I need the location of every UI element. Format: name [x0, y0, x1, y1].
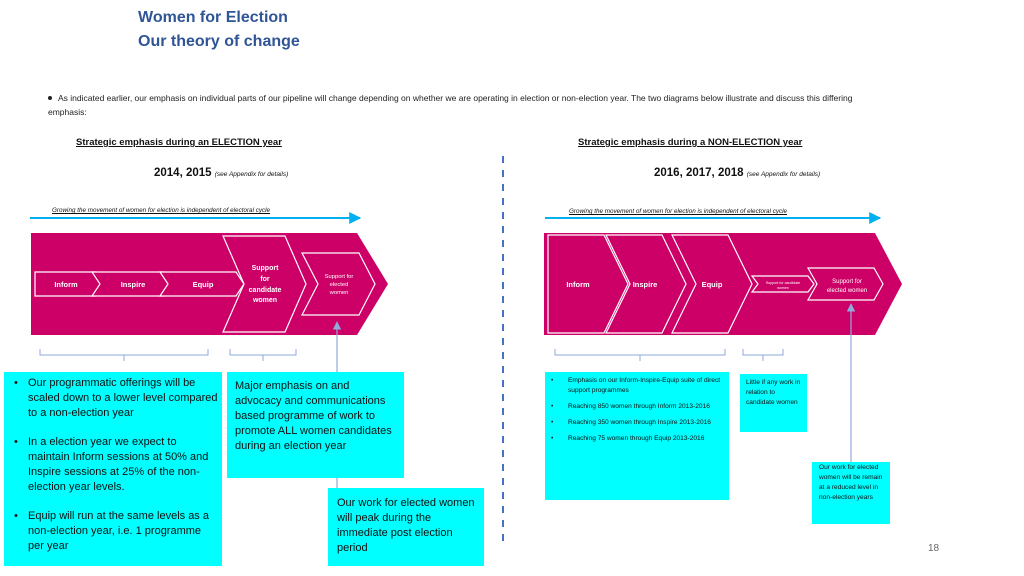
nonelection-support-elected-l1: Support for	[832, 279, 862, 285]
bullet-icon: •	[551, 435, 554, 442]
intro-text: As indicated earlier, our emphasis on individual parts of our pipeline will change depending on whether we are operating in election or non-election year. The two diagrams below illustrate and discuss this differing emphasis:	[48, 93, 853, 117]
election-support-elected-l2: elected	[329, 282, 349, 288]
nonelection-brace-programmes	[555, 349, 725, 361]
election-inspire-label: Inspire	[120, 280, 146, 289]
nonelection-equip-label: Equip	[701, 280, 723, 289]
election-programme-box	[4, 372, 222, 566]
nonelection-elected-box: Our work for elected women will be remain at a reduced level in non-election years	[812, 462, 890, 524]
election-support-elected-l3: women	[329, 290, 349, 296]
election-support-candidate-l4: women	[252, 297, 278, 304]
list-item: • Reaching 75 women through Equip 2013-2016	[551, 435, 705, 442]
election-support-elected-l1: Support for	[324, 274, 354, 280]
list-item: • Emphasis on our Inform-Inspire-Equip suite of direct support programmes	[551, 377, 721, 394]
list-item: • Equip will run at the same levels as a non-election year, i.e. 1 programme per year	[14, 510, 209, 552]
nonelection-years-text: 2016, 2017, 2018	[654, 167, 744, 179]
list-item: • Our programmatic offerings will be scaled down to a lower level compared to a non-election year	[14, 377, 218, 419]
bullet-icon: •	[551, 403, 554, 410]
election-brace-candidate	[230, 349, 296, 361]
bullet-icon: •	[551, 419, 554, 426]
bullet-icon: •	[14, 510, 18, 522]
nonelection-years-note: (see Appendix for details)	[746, 171, 821, 178]
nonelection-inspire-label: Inspire	[632, 280, 658, 289]
nonelection-growth-label: Growing the movement of women for election is independent of electoral cycle	[569, 208, 788, 215]
bullet-icon: •	[14, 436, 18, 448]
election-elected-box: Our work for elected women will peak during the immediate post election period	[328, 488, 484, 566]
election-years-note: (see Appendix for details)	[214, 171, 289, 178]
nonelection-support-elected-l2: elected women	[826, 288, 868, 294]
election-inform-label: Inform	[54, 280, 78, 289]
bullet-icon: •	[14, 377, 18, 389]
nonelection-candidate-box: Little if any work in relation to candidate women	[740, 374, 807, 432]
nonelection-heading: Strategic emphasis during a NON-ELECTION year	[578, 137, 803, 148]
nonelection-brace-candidate	[743, 349, 783, 361]
election-equip-label: Equip	[192, 280, 214, 289]
page-subtitle: Our theory of change	[138, 33, 300, 50]
page-number: 18	[928, 543, 940, 554]
election-support-candidate-l1: Support	[251, 265, 279, 272]
list-item: • Reaching 350 women through Inspire 2013-2016	[551, 419, 711, 426]
election-growth-label: Growing the movement of women for election is independent of electoral cycle	[52, 207, 271, 214]
list-item: • Reaching 850 women through Inform 2013-2016	[551, 403, 710, 410]
nonelection-programme-box	[545, 372, 729, 500]
bullet-icon: •	[551, 377, 554, 384]
election-support-candidate-l2: for	[260, 276, 270, 283]
list-item: • In a election year we expect to maintain Inform sessions at 50% and Inspire sessions at 25% of the non-election year levels.	[14, 436, 209, 493]
nonelection-inform-label: Inform	[566, 280, 590, 289]
election-years-text: 2014, 2015	[154, 167, 212, 179]
page-title: Women for Election	[138, 9, 288, 26]
election-candidate-box: Major emphasis on and advocacy and communications based programme of work to promote ALL women candidates during an election year	[227, 372, 404, 478]
election-heading: Strategic emphasis during an ELECTION year	[76, 137, 282, 148]
nonelection-support-candidate-l1: Support for candidate	[765, 281, 801, 285]
election-brace-programmes	[40, 349, 208, 361]
election-support-candidate-l3: candidate	[248, 287, 282, 294]
nonelection-support-candidate-l2: women	[777, 286, 789, 290]
